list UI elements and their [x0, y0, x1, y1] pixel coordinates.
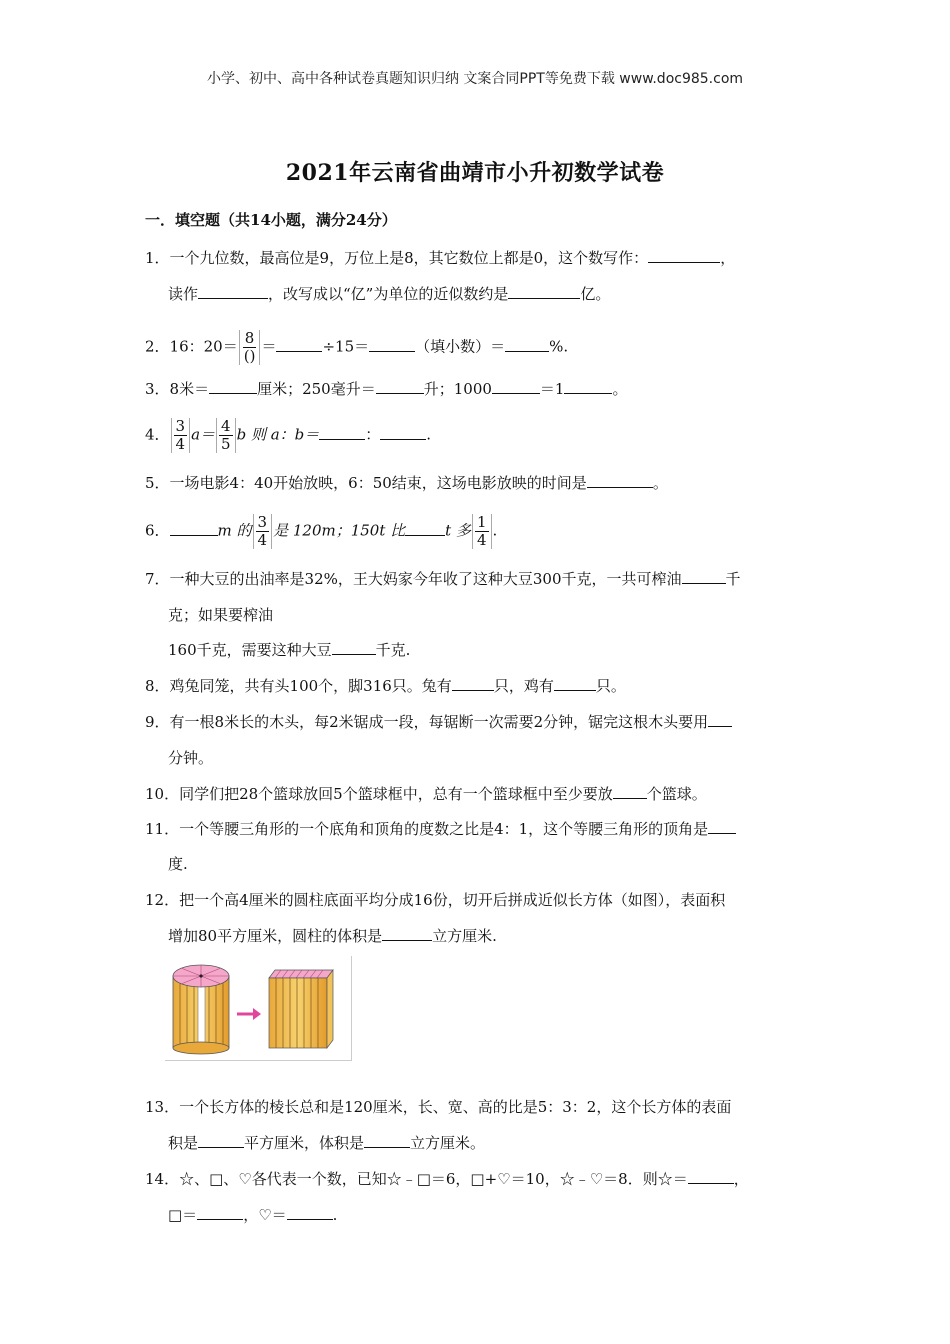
answer-blank[interactable]	[508, 284, 580, 299]
cylinder	[173, 965, 229, 1054]
fraction: $\frac{8}{()}$	[239, 330, 261, 365]
answer-blank[interactable]	[708, 819, 736, 834]
question-7-line-1: 7．一种大豆的出油率是32%，王大妈家今年收了这种大豆300千克，一共可榨油 千	[145, 570, 741, 588]
cylinder-to-cuboid-figure	[165, 956, 352, 1061]
answer-blank[interactable]	[319, 425, 365, 440]
page-title: 2021年云南省曲靖市小升初数学试卷	[285, 160, 665, 186]
question-10: 10．同学们把28个篮球放回5个篮球框中，总有一个篮球框中至少要放 个篮球。	[145, 785, 707, 803]
fraction: $\frac{4}{5}$	[216, 418, 236, 453]
question-7-line-3: 160千克，需要这种大豆 千克.	[168, 641, 411, 659]
section-heading: 一．填空题（共14小题，满分24分）	[145, 211, 397, 229]
fraction: $\frac{3}{4}$	[171, 418, 191, 453]
fraction: $\frac{3}{4}$	[253, 514, 273, 549]
question-1-line-1: 1．一个九位数，最高位是9，万位上是8，其它数位上都是0，这个数写作： ，	[145, 249, 736, 267]
answer-blank[interactable]	[198, 284, 268, 299]
answer-blank[interactable]	[369, 337, 415, 352]
answer-blank[interactable]	[380, 425, 426, 440]
answer-blank[interactable]	[364, 1133, 410, 1148]
answer-blank[interactable]	[197, 1205, 243, 1220]
answer-blank[interactable]	[382, 926, 432, 941]
answer-blank[interactable]	[688, 1169, 734, 1184]
question-11-line-1: 11．一个等腰三角形的一个底角和顶角的度数之比是4：1，这个等腰三角形的顶角是	[145, 819, 736, 839]
answer-blank[interactable]	[587, 473, 653, 488]
question-14-line-1: 14．☆、□、♡各代表一个数，已知☆﹣□＝6，□+♡＝10，☆﹣♡＝8．则☆＝ ，	[145, 1170, 749, 1188]
answer-blank[interactable]	[332, 640, 376, 655]
question-4: 4． $\frac{3}{4}$ a＝ $\frac{4}{5}$ b 则 a：b＝ ： .	[145, 417, 432, 453]
answer-blank[interactable]	[648, 248, 720, 263]
question-6: 6． m 的 $\frac{3}{4}$ 是 120m；150t 比 t 多 $\frac{1}{4}$ .	[145, 513, 498, 549]
question-5: 5．一场电影4：40开始放映，6：50结束，这场电影放映的时间是 。	[145, 474, 668, 492]
question-13-line-1: 13．一个长方体的棱长总和是120厘米，长、宽、高的比是5：3：2，这个长方体的表面	[145, 1098, 732, 1116]
answer-blank[interactable]	[209, 379, 257, 394]
question-9-line-2: 分钟。	[168, 749, 214, 767]
answer-blank[interactable]	[405, 521, 445, 536]
answer-blank[interactable]	[564, 379, 612, 394]
answer-blank[interactable]	[170, 521, 218, 536]
fraction: $\frac{1}{4}$	[472, 514, 492, 549]
question-2: 2．16：20＝ $\frac{8}{()}$ ＝ ÷15＝ （填小数）＝ %.	[145, 329, 569, 365]
answer-blank[interactable]	[492, 379, 540, 394]
answer-blank[interactable]	[376, 379, 424, 394]
cylinder-figure-svg	[165, 956, 351, 1060]
question-7-line-2: 克；如果要榨油	[168, 606, 274, 624]
answer-blank[interactable]	[287, 1205, 333, 1220]
question-1-line-2: 读作 ，改写成以“亿”为单位的近似数约是 亿。	[168, 285, 611, 303]
question-13-line-2: 积是 平方厘米，体积是 立方厘米。	[168, 1134, 486, 1152]
answer-blank[interactable]	[198, 1133, 244, 1148]
answer-blank[interactable]	[708, 712, 732, 727]
answer-blank[interactable]	[452, 676, 494, 691]
question-11-line-2: 度.	[168, 855, 188, 873]
arrow-right-icon	[237, 1008, 261, 1020]
cuboid	[269, 970, 333, 1048]
answer-blank[interactable]	[682, 569, 726, 584]
question-12-line-1: 12．把一个高4厘米的圆柱底面平均分成16份，切开后拼成近似长方体（如图），表面积	[145, 891, 726, 909]
answer-blank[interactable]	[505, 337, 549, 352]
page-header: 小学、初中、高中各种试卷真题知识归纳 文案合同PPT等免费下载 www.doc985.com	[206, 71, 744, 87]
answer-blank[interactable]	[613, 784, 647, 799]
question-12-line-2: 增加80平方厘米，圆柱的体积是 立方厘米.	[168, 927, 497, 945]
question-8: 8．鸡兔同笼，共有头100个，脚316只。兔有 只，鸡有 只。	[145, 677, 626, 695]
answer-blank[interactable]	[554, 676, 596, 691]
question-9-line-1: 9．有一根8米长的木头，每2米锯成一段，每锯断一次需要2分钟，锯完这根木头要用	[145, 712, 732, 732]
question-3: 3．8米＝ 厘米；250毫升＝ 升；1000 ＝1 。	[145, 380, 628, 398]
question-14-line-2: □＝ ，♡＝ .	[168, 1206, 338, 1224]
answer-blank[interactable]	[276, 337, 322, 352]
